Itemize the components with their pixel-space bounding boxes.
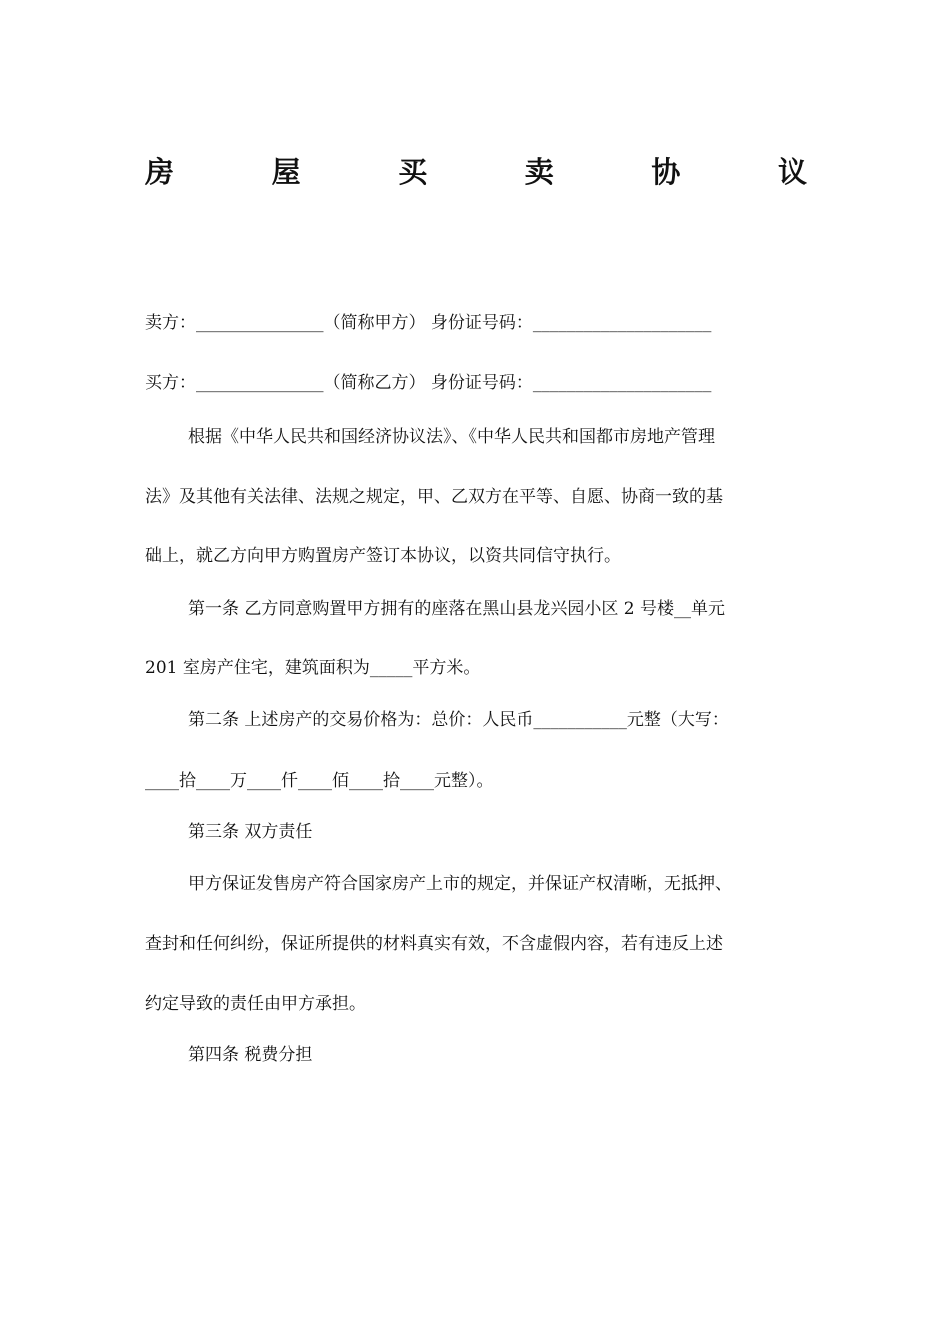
seller-line: 卖方：_______________（简称甲方） 身份证号码：_____________________: [145, 313, 712, 333]
article-3-heading: 第三条 双方责任: [188, 822, 313, 842]
preamble-line-1: 根据《中华人民共和国经济协议法》、《中华人民共和国都市房地产管理: [188, 427, 715, 447]
article-2-line-1: 第二条 上述房产的交易价格为：总价：人民币___________元整（大写：: [188, 710, 729, 730]
article-3-line-1: 甲方保证发售房产符合国家房产上市的规定，并保证产权清晰，无抵押、: [188, 874, 732, 894]
buyer-line: 买方：_______________（简称乙方） 身份证号码：_____________________: [145, 373, 712, 393]
article-4-heading: 第四条 税费分担: [188, 1045, 313, 1065]
preamble-line-3: 础上，就乙方向甲方购置房产签订本协议，以资共同信守执行。: [145, 546, 621, 566]
preamble-line-2: 法》及其他有关法律、法规之规定，甲、乙双方在平等、自愿、协商一致的基: [145, 487, 723, 507]
title-char: 协: [651, 154, 681, 189]
article-1-line-1: 第一条 乙方同意购置甲方拥有的座落在黑山县龙兴园小区 2 号楼__单元: [188, 599, 726, 619]
article-3-line-3: 约定导致的责任由甲方承担。: [145, 994, 366, 1014]
article-2-line-2: ____拾____万____仟____佰____拾____元整）。: [145, 771, 494, 791]
title-char: 卖: [524, 154, 554, 189]
title-char: 买: [398, 154, 428, 189]
title-char: 房: [145, 154, 175, 189]
document-title: [145, 148, 807, 192]
title-char: 议: [777, 154, 807, 189]
article-1-line-2: 201 室房产住宅，建筑面积为_____平方米。: [145, 658, 481, 678]
title-char: 屋: [271, 154, 301, 189]
article-3-line-2: 查封和任何纠纷，保证所提供的材料真实有效，不含虚假内容，若有违反上述: [145, 934, 723, 954]
